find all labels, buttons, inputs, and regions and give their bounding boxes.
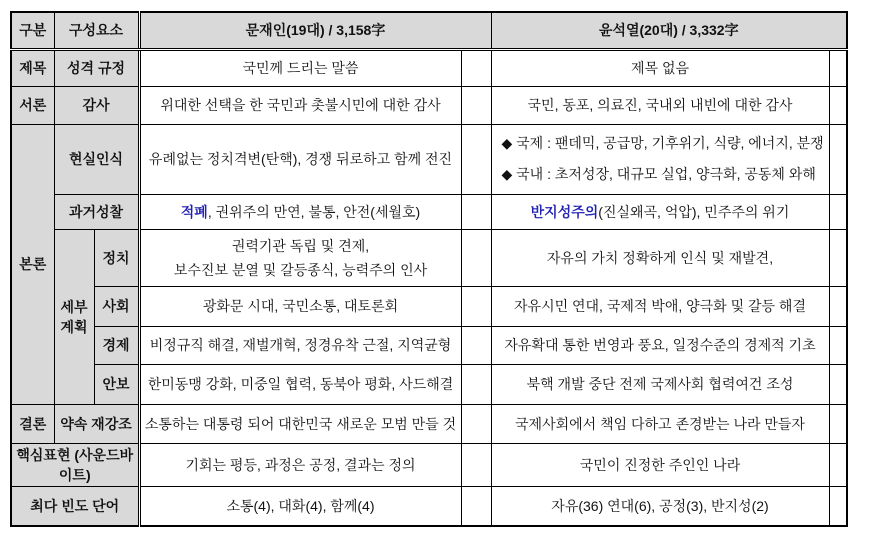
soundbite-yoon-cell: 국민이 진정한 주인인 나라 xyxy=(491,443,829,486)
spacer-cell xyxy=(829,229,847,286)
header-row xyxy=(11,12,847,49)
spacer-cell xyxy=(461,364,491,404)
row-conclusion xyxy=(11,404,847,443)
label-soundbite: 핵심표현 (사운드바이트) xyxy=(11,443,139,486)
header-gubun: 구분 xyxy=(11,12,54,49)
spacer-cell xyxy=(829,443,847,486)
frequent-moon-cell: 소통(4), 대화(4), 함께(4) xyxy=(139,486,461,526)
comparison-table xyxy=(10,11,848,527)
conclusion-yoon-cell: 국제사회에서 책임 다하고 존경받는 나라 만들자 xyxy=(491,404,829,443)
conclusion-moon-cell: 소통하는 대통령 되어 대한민국 새로운 모범 만들 것 xyxy=(139,404,461,443)
spacer-cell xyxy=(829,286,847,326)
label-frequent-words: 최다 빈도 단어 xyxy=(11,486,139,526)
title-yoon-cell: 제목 없음 xyxy=(491,49,829,86)
politics-yoon-cell: 자유의 가치 정확하게 인식 및 재발견, xyxy=(491,229,829,286)
row-economy xyxy=(11,326,847,364)
reflection-moon-highlight: 적폐 xyxy=(180,203,208,220)
intro-yoon-cell: 국민, 동포, 의료진, 국내외 내빈에 대한 감사 xyxy=(491,86,829,124)
section-jemok: 제목 xyxy=(11,49,54,86)
spacer-cell xyxy=(461,229,491,286)
row-security xyxy=(11,364,847,404)
politics-moon-cell xyxy=(139,229,461,286)
intro-moon-cell: 위대한 선택을 한 국민과 촛불시민에 대한 감사 xyxy=(139,86,461,124)
society-moon-cell: 광화문 시대, 국민소통, 대토론회 xyxy=(139,286,461,326)
spacer-cell xyxy=(461,486,491,526)
component-gyeongje: 경제 xyxy=(94,326,139,364)
reality-yoon-cell xyxy=(491,124,829,194)
row-frequent-words xyxy=(11,486,847,526)
spacer-cell xyxy=(461,404,491,443)
spacer-cell xyxy=(829,194,847,229)
spacer-cell xyxy=(829,124,847,194)
row-reflection xyxy=(11,194,847,229)
reflection-yoon-highlight: 반지성주의 xyxy=(530,203,599,220)
section-gyeolron: 결론 xyxy=(11,404,54,443)
spacer-cell xyxy=(461,443,491,486)
spacer-cell xyxy=(829,404,847,443)
row-soundbite xyxy=(11,443,847,486)
frequent-yoon-cell: 자유(36) 연대(6), 공정(3), 반지성(2) xyxy=(491,486,829,526)
society-yoon-cell: 자유시민 연대, 국제적 박애, 양극화 및 갈등 해결 xyxy=(491,286,829,326)
component-gwageo: 과거성찰 xyxy=(54,194,139,229)
spacer-cell xyxy=(461,49,491,86)
spacer-cell xyxy=(461,124,491,194)
reflection-moon-rest: , 권위주의 만연, 불통, 안전(세월호) xyxy=(207,203,421,220)
component-sebugyehoek: 세부계획 xyxy=(54,229,94,404)
component-seonggyeok: 성격 규정 xyxy=(54,49,139,86)
header-yoon: 윤석열(20대) / 3,332字 xyxy=(491,12,847,49)
reflection-yoon-rest: (진실왜곡, 억압), 민주주의 위기 xyxy=(598,203,790,220)
row-intro xyxy=(11,86,847,124)
component-sahoe: 사회 xyxy=(94,286,139,326)
security-yoon-cell: 북핵 개발 중단 전제 국제사회 협력여건 조성 xyxy=(491,364,829,404)
security-moon-cell: 한미동맹 강화, 미중일 협력, 동북아 평화, 사드해결 xyxy=(139,364,461,404)
component-hyeonsil: 현실인식 xyxy=(54,124,139,194)
row-reality xyxy=(11,124,847,194)
header-guseongyoso: 구성요소 xyxy=(54,12,139,49)
reality-moon-cell: 유례없는 정치격변(탄핵), 경쟁 뒤로하고 함께 전진 xyxy=(139,124,461,194)
title-moon-cell: 국민께 드리는 말씀 xyxy=(139,49,461,86)
spacer-cell xyxy=(461,286,491,326)
section-bonron: 본론 xyxy=(11,124,54,404)
component-anbo: 안보 xyxy=(94,364,139,404)
spacer-cell xyxy=(829,486,847,526)
section-seoron: 서론 xyxy=(11,86,54,124)
reflection-yoon-cell xyxy=(491,194,829,229)
spacer-cell xyxy=(829,326,847,364)
politics-moon-line2: 보수진보 분열 및 갈등종식, 능력주의 인사 xyxy=(173,261,428,278)
reflection-moon-cell xyxy=(139,194,461,229)
spacer-cell xyxy=(461,326,491,364)
component-gamsa: 감사 xyxy=(54,86,139,124)
spacer-cell xyxy=(461,194,491,229)
spacer-cell xyxy=(461,86,491,124)
spacer-cell xyxy=(829,86,847,124)
spacer-cell xyxy=(829,364,847,404)
header-moon: 문재인(19대) / 3,158字 xyxy=(139,12,491,49)
row-title xyxy=(11,49,847,86)
economy-yoon-cell: 자유확대 통한 번영과 풍요, 일정수준의 경제적 기초 xyxy=(491,326,829,364)
reality-yoon-line-domestic: ◆ 국내 : 초저성장, 대규모 실업, 양극화, 공동체 와해 xyxy=(501,166,816,182)
politics-moon-line1: 권력기관 독립 및 견제, xyxy=(231,237,370,254)
row-politics xyxy=(11,229,847,286)
soundbite-moon-cell: 기회는 평등, 과정은 공정, 결과는 정의 xyxy=(139,443,461,486)
component-jeongchi: 정치 xyxy=(94,229,139,286)
economy-moon-cell: 비정규직 해결, 재벌개혁, 정경유착 근절, 지역균형 xyxy=(139,326,461,364)
row-society xyxy=(11,286,847,326)
reality-yoon-line-international: ◆ 국제 : 팬데믹, 공급망, 기후위기, 식량, 에너지, 분쟁 xyxy=(501,135,824,151)
component-yaksok: 약속 재강조 xyxy=(54,404,139,443)
spacer-cell xyxy=(829,49,847,86)
